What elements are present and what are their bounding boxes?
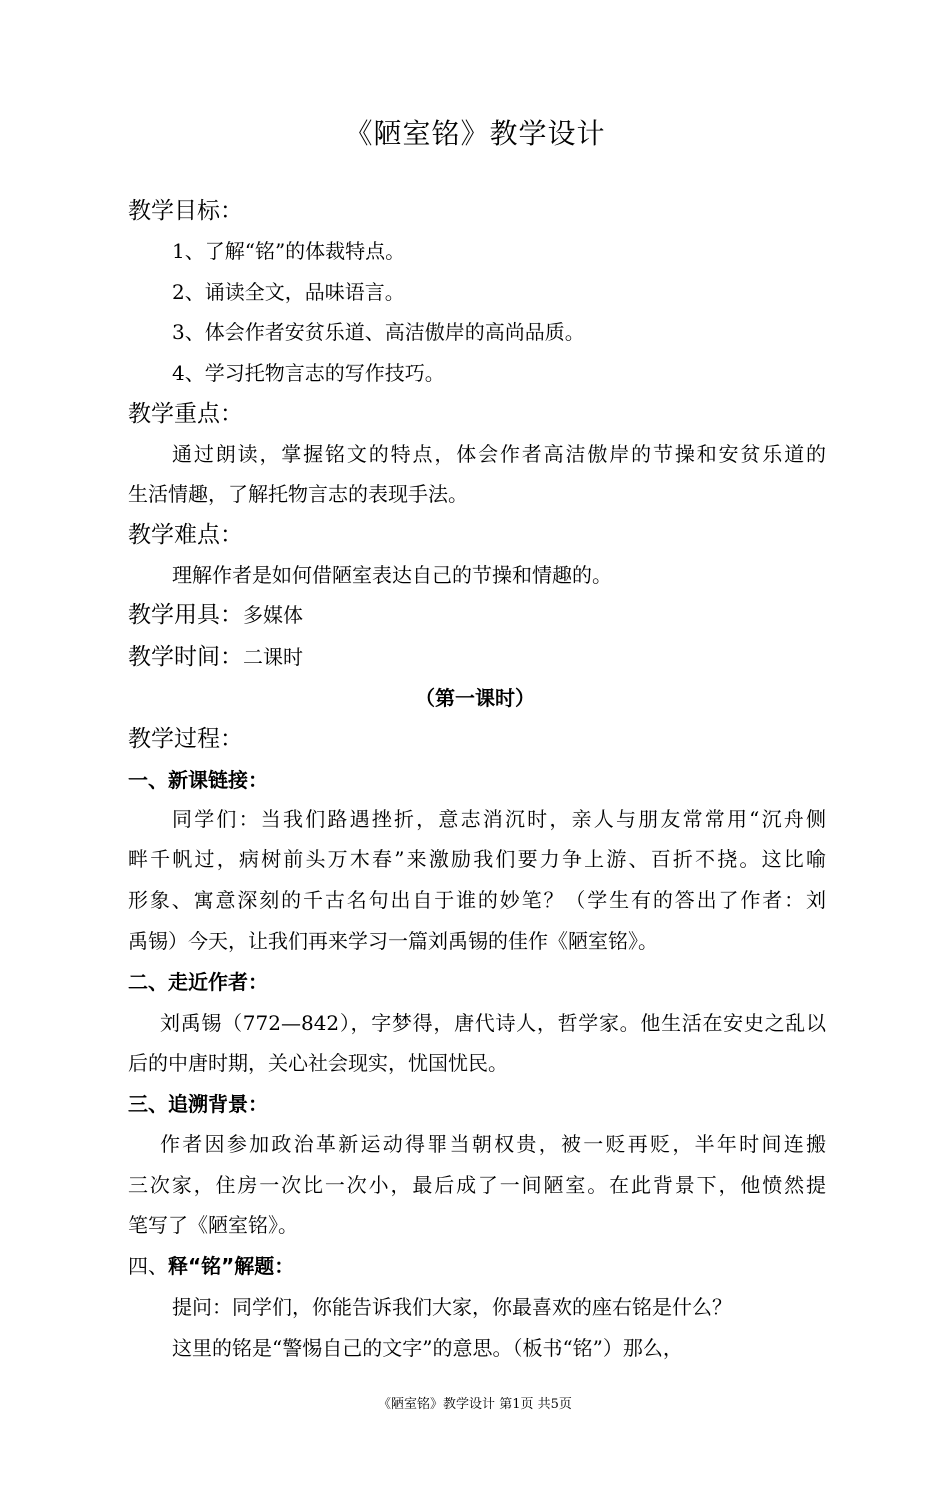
tools-row (128, 600, 303, 630)
key-points-heading: 教学重点： (128, 401, 243, 427)
time-row (128, 642, 303, 672)
process-heading: 教学过程： (128, 726, 243, 752)
lesson-label: （第一课时） (415, 686, 535, 710)
difficulty-line: 理解作者是如何借陋室表达自己的节操和情趣的。 (172, 563, 612, 587)
section-1-title: 一、新课链接： (128, 768, 268, 792)
section-4-title (128, 1253, 294, 1279)
section-2-line-1: 刘禹锡（772—842），字梦得，唐代诗人，哲学家。他生活在安史之乱以 (160, 1011, 826, 1035)
section-2-title: 二、走近作者： (128, 970, 268, 994)
footer-doc-name: 《陋室铭》教学设计 (378, 1397, 496, 1412)
footer-page-end: 页 (558, 1397, 572, 1412)
section-4-line-1: 提问：同学们，你能告诉我们大家，你最喜欢的座右铭是什么？ (172, 1295, 732, 1319)
section-3-line-3: 笔写了《陋室铭》。 (128, 1213, 298, 1237)
section-3-line-2: 三次家，住房一次比一次小，最后成了一间陋室。在此背景下，他愤然提 (128, 1173, 826, 1197)
section-4-line-2: 这里的铭是“警惕自己的文字”的意思。（板书“铭”）那么， (172, 1336, 683, 1360)
footer-page-mid: 页 共 (520, 1397, 551, 1412)
section-1-line-1: 同学们：当我们路遇挫折，意志消沉时，亲人与朋友常常用“沉舟侧 (172, 807, 826, 831)
section-2-line-2: 后的中唐时期，关心社会现实，忧国忧民。 (128, 1051, 508, 1075)
document-title: 《陋室铭》教学设计 (344, 117, 606, 150)
goal-item-3: 3、体会作者安贫乐道、高洁傲岸的高尚品质。 (172, 320, 585, 344)
footer-page-num: 1 (512, 1397, 521, 1412)
time-heading: 教学时间： (128, 644, 243, 670)
goal-item-1: 1、了解“铭”的体裁特点。 (172, 239, 406, 263)
tools-value: 多媒体 (243, 603, 303, 627)
goals-heading: 教学目标： (128, 198, 243, 224)
footer-total-pages: 5 (550, 1397, 559, 1412)
section-3-title: 三、追溯背景： (128, 1092, 268, 1116)
section-1-line-2: 畔千帆过，病树前头万木春”来激励我们要力争上游、百折不挠。这比喻 (128, 847, 826, 871)
section-1-line-3: 形象、寓意深刻的千古名句出自于谁的妙笔？（学生有的答出了作者：刘 (128, 888, 826, 912)
section-3-line-1: 作者因参加政治革新运动得罪当朝权贵，被一贬再贬，半年时间连搬 (160, 1132, 826, 1156)
page-footer (0, 1396, 950, 1414)
difficulty-heading: 教学难点： (128, 522, 243, 548)
key-points-line-2: 生活情趣，了解托物言志的表现手法。 (128, 482, 468, 506)
key-points-line-1: 通过朗读，掌握铭文的特点，体会作者高洁傲岸的节操和安贫乐道的 (172, 442, 826, 466)
goal-item-2: 2、诵读全文，品味语言。 (172, 280, 405, 304)
section-1-line-4: 禹锡）今天，让我们再来学习一篇刘禹锡的佳作《陋室铭》。 (128, 929, 658, 953)
goal-item-4: 4、学习托物言志的写作技巧。 (172, 361, 445, 385)
tools-heading: 教学用具： (128, 602, 243, 628)
time-value: 二课时 (243, 645, 303, 669)
section-4-title-rest: 释“铭”解题： (168, 1254, 295, 1278)
section-4-title-prefix: 四、 (128, 1254, 168, 1278)
footer-page-word: 第 (499, 1397, 513, 1412)
